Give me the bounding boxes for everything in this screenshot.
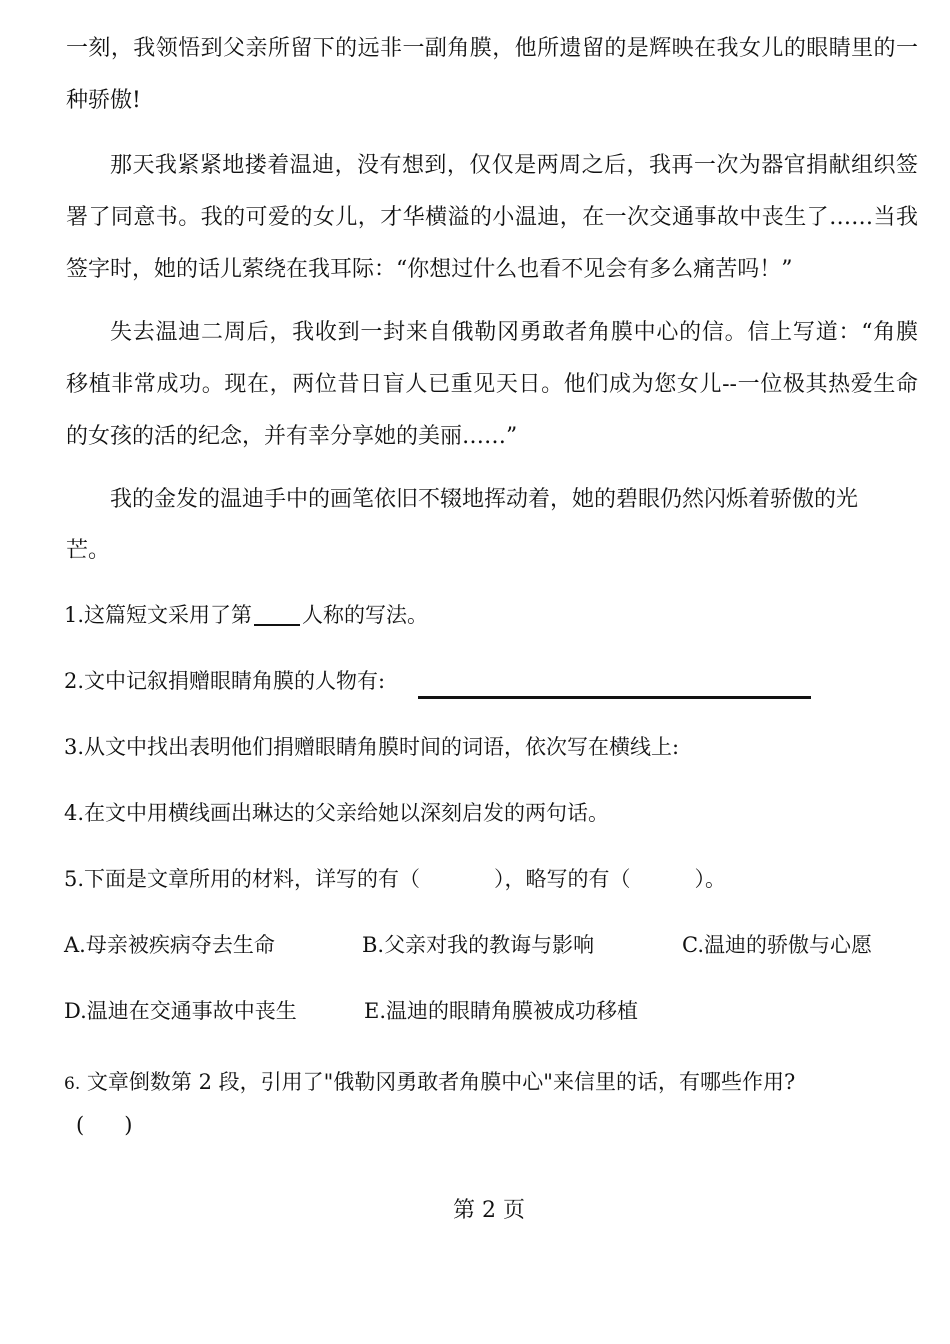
question-1-text: 1.这篇短文采用了第 [64,603,253,627]
option-b: B.父亲对我的教诲与影响 [362,933,595,957]
question-2: 2.文中记叙捐赠眼睛角膜的人物有: [64,669,386,693]
passage-line: 那天我紧紧地搂着温迪，没有想到，仅仅是两周之后，我再一次为器官捐献组织签 [110,153,918,178]
question-4: 4.在文中用横线画出琳达的父亲给她以深刻启发的两句话。 [64,801,610,825]
passage-line: 失去温迪二周后，我收到一封来自俄勒冈勇敢者角膜中心的信。信上写道：“角膜 [110,320,918,345]
option-c: C.温迪的骄傲与心愿 [682,933,872,957]
question-6-text: 文章倒数第 2 段，引用了"俄勒冈勇敢者角膜中心"来信里的话，有哪些作用? [86,1070,796,1094]
passage-line: 署了同意书。我的可爱的女儿，才华横溢的小温迪，在一次交通事故中丧生了……当我 [66,205,918,230]
passage-line: 的女孩的活的纪念，并有幸分享她的美丽……” [66,424,518,449]
option-d: D.温迪在交通事故中丧生 [64,999,297,1023]
answer-line[interactable] [418,696,811,699]
passage-line: 一刻，我领悟到父亲所留下的远非一副角膜，他所遗留的是辉映在我女儿的眼睛里的一 [66,36,918,61]
passage-line: 移植非常成功。现在，两位昔日盲人已重见天日。他们成为您女儿--一位极其热爱生命 [66,372,918,397]
option-a: A.母亲被疾病夺去生命 [64,933,275,957]
passage-line: 种骄傲! [66,88,141,113]
question-5 [64,864,726,894]
question-5-text-mid: ），略写的有（ [494,867,631,891]
question-6-number: 6. [64,1074,81,1094]
question-6 [64,1067,795,1099]
passage-line: 签字时，她的话儿萦绕在我耳际：“你想过什么也看不见会有多么痛苦吗！” [66,257,793,282]
passage-line: 芒。 [66,538,111,563]
question-1 [64,600,428,630]
answer-blank[interactable] [254,602,300,626]
question-5-text: 5.下面是文章所用的材料，详写的有（ [64,867,421,891]
option-e: E.温迪的眼睛角膜被成功移植 [364,999,639,1023]
question-1-text-end: 人称的写法。 [302,603,429,627]
page-number: 第 2 页 [453,1198,525,1223]
question-3: 3.从文中找出表明他们捐赠眼睛角膜时间的词语，依次写在横线上: [64,735,680,759]
passage-line: 我的金发的温迪手中的画笔依旧不辍地挥动着，她的碧眼仍然闪烁着骄傲的光 [110,487,859,512]
question-6-answer-paren[interactable]: ( ) [76,1113,133,1137]
question-5-text-end: ）。 [694,867,727,891]
